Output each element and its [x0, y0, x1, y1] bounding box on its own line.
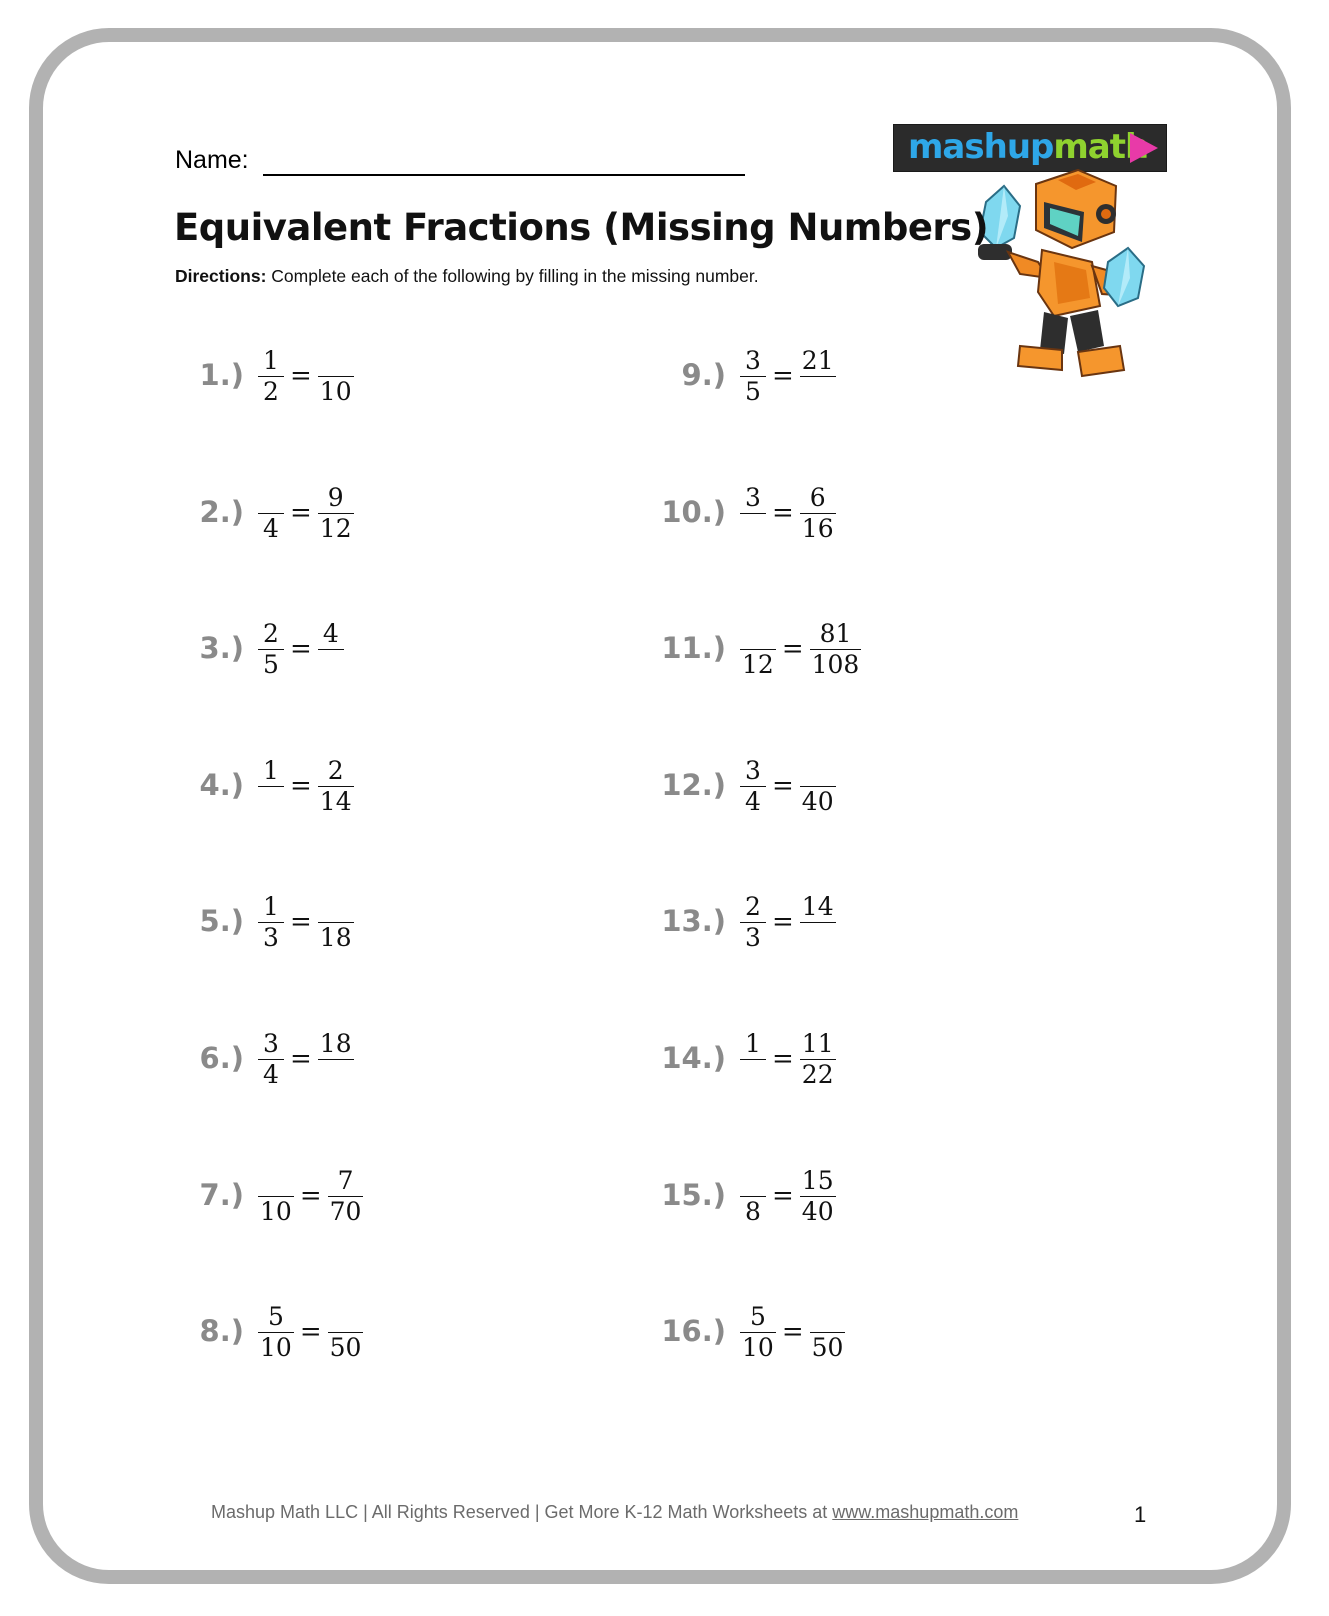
numerator[interactable]: [826, 1302, 830, 1332]
denominator: 108: [811, 649, 860, 679]
denominator: 40: [801, 786, 834, 816]
equals-sign: =: [290, 907, 312, 937]
problem-16: [0, 1292, 726, 1372]
numerator: 2: [745, 891, 761, 921]
equals-sign: =: [290, 1044, 312, 1074]
problem-number: 3.): [199, 631, 244, 665]
problem-number: 11.): [661, 631, 726, 665]
problem-9: [0, 336, 726, 416]
numerator: 1: [745, 1028, 761, 1058]
denominator: 18: [319, 922, 352, 952]
numerator: 2: [327, 755, 344, 785]
equation: [740, 336, 836, 416]
mashupmath-logo: [893, 124, 1167, 172]
numerator[interactable]: [756, 619, 760, 649]
denominator: 14: [319, 786, 352, 816]
equals-sign: =: [772, 498, 794, 528]
denominator: 3: [745, 922, 761, 952]
numerator[interactable]: [816, 756, 820, 786]
numerator: 7: [337, 1165, 354, 1195]
page-number: 1: [1134, 1502, 1147, 1527]
left-fraction: [740, 1029, 766, 1090]
equation: [740, 1156, 836, 1236]
denominator[interactable]: [751, 1060, 755, 1090]
name-label: Name:: [175, 146, 249, 174]
problem-number: 2.): [199, 495, 244, 529]
numerator: 18: [319, 1028, 352, 1058]
problem-number: 1.): [199, 358, 244, 392]
numerator: 1: [263, 891, 279, 921]
denominator: 12: [319, 513, 352, 543]
equals-sign: =: [772, 361, 794, 391]
denominator[interactable]: [816, 923, 820, 953]
directions: [175, 266, 759, 287]
denominator: 5: [745, 376, 761, 406]
footer-text: Mashup Math LLC | All Rights Reserved | Get More K-12 Math Worksheets at: [211, 1502, 833, 1522]
denominator: 50: [329, 1332, 362, 1362]
logo-text-part1: mashup: [908, 127, 1054, 167]
denominator: 70: [329, 1196, 362, 1226]
numerator: 11: [801, 1028, 834, 1058]
denominator: 8: [745, 1196, 761, 1226]
numerator: 9: [327, 482, 344, 512]
denominator: 4: [745, 786, 761, 816]
problem-11: [0, 609, 726, 689]
equals-sign: =: [772, 907, 794, 937]
equation: [740, 1292, 845, 1372]
equals-sign: =: [781, 634, 804, 664]
denominator: 10: [319, 376, 352, 406]
problem-number: 6.): [199, 1041, 244, 1075]
equals-sign: =: [772, 771, 794, 801]
denominator: 50: [811, 1332, 844, 1362]
numerator: 6: [809, 482, 826, 512]
denominator: 40: [801, 1196, 834, 1226]
left-fraction: [740, 1302, 776, 1363]
equation: [740, 746, 836, 826]
left-fraction: [740, 892, 766, 953]
denominator: 2: [263, 376, 279, 406]
denominator: 4: [263, 513, 279, 543]
right-fraction: [810, 1302, 846, 1363]
equals-sign: =: [299, 1317, 322, 1347]
equals-sign: =: [772, 1181, 794, 1211]
numerator: 5: [749, 1301, 766, 1331]
numerator: 81: [819, 618, 852, 648]
problem-number: 7.): [199, 1178, 244, 1212]
problem-number: 13.): [661, 904, 726, 938]
problem-number: 12.): [661, 768, 726, 802]
left-fraction: [740, 619, 776, 680]
name-line[interactable]: [263, 174, 745, 176]
numerator: 1: [263, 755, 279, 785]
footer: [211, 1502, 1018, 1523]
denominator: 10: [742, 1332, 774, 1362]
right-fraction: [800, 1029, 836, 1090]
numerator: 3: [745, 755, 761, 785]
equation: [740, 609, 861, 689]
left-fraction: [740, 483, 766, 544]
left-fraction: [740, 756, 766, 817]
problem-number: 16.): [661, 1314, 726, 1348]
numerator: 3: [745, 482, 761, 512]
denominator: 3: [263, 922, 279, 952]
right-fraction: [800, 1166, 836, 1227]
denominator: 12: [742, 649, 774, 679]
numerator: 15: [801, 1165, 834, 1195]
equation: [740, 473, 836, 553]
denominator: 16: [801, 513, 834, 543]
problem-15: [0, 1156, 726, 1236]
problem-10: [0, 473, 726, 553]
equals-sign: =: [299, 1181, 322, 1211]
problem-number: 10.): [661, 495, 726, 529]
equals-sign: =: [290, 634, 312, 664]
denominator: 4: [263, 1059, 279, 1089]
left-fraction: [740, 346, 766, 407]
equals-sign: =: [290, 771, 312, 801]
problem-12: [0, 746, 726, 826]
problem-number: 4.): [199, 768, 244, 802]
play-icon: [1130, 133, 1158, 163]
numerator: 21: [801, 345, 834, 375]
problem-number: 9.): [681, 358, 726, 392]
problem-number: 5.): [199, 904, 244, 938]
problem-number: 8.): [199, 1314, 244, 1348]
right-fraction: [800, 483, 836, 544]
numerator: 2: [263, 618, 279, 648]
right-fraction: [800, 892, 836, 953]
problem-number: 14.): [661, 1041, 726, 1075]
denominator[interactable]: [816, 377, 820, 407]
denominator: 22: [801, 1059, 834, 1089]
directions-text: Complete each of the following by filling in the missing number.: [266, 266, 759, 286]
denominator: 5: [263, 649, 279, 679]
numerator: 5: [267, 1301, 284, 1331]
equation: [740, 882, 836, 962]
worksheet-title: Equivalent Fractions (Missing Numbers): [174, 206, 989, 249]
directions-label: Directions:: [175, 266, 267, 286]
equation: [740, 1019, 836, 1099]
right-fraction: [800, 346, 836, 407]
numerator: 3: [745, 345, 761, 375]
numerator: 4: [322, 618, 339, 648]
numerator[interactable]: [751, 1166, 755, 1196]
equals-sign: =: [290, 361, 312, 391]
equals-sign: =: [290, 498, 312, 528]
denominator[interactable]: [751, 514, 755, 544]
logo-text-part2: math: [1053, 127, 1149, 167]
denominator: 10: [260, 1196, 292, 1226]
problem-number: 15.): [661, 1178, 726, 1212]
numerator: 3: [263, 1028, 279, 1058]
numerator: 14: [801, 891, 834, 921]
left-fraction: [740, 1166, 766, 1227]
numerator: 1: [263, 345, 279, 375]
problem-13: [0, 882, 726, 962]
equals-sign: =: [772, 1044, 794, 1074]
equals-sign: =: [781, 1317, 804, 1347]
denominator: 10: [260, 1332, 292, 1362]
robot-icon: [958, 166, 1184, 396]
footer-link[interactable]: www.mashupmath.com: [832, 1502, 1019, 1522]
problem-14: [0, 1019, 726, 1099]
right-fraction: [800, 756, 836, 817]
right-fraction: [810, 619, 862, 680]
